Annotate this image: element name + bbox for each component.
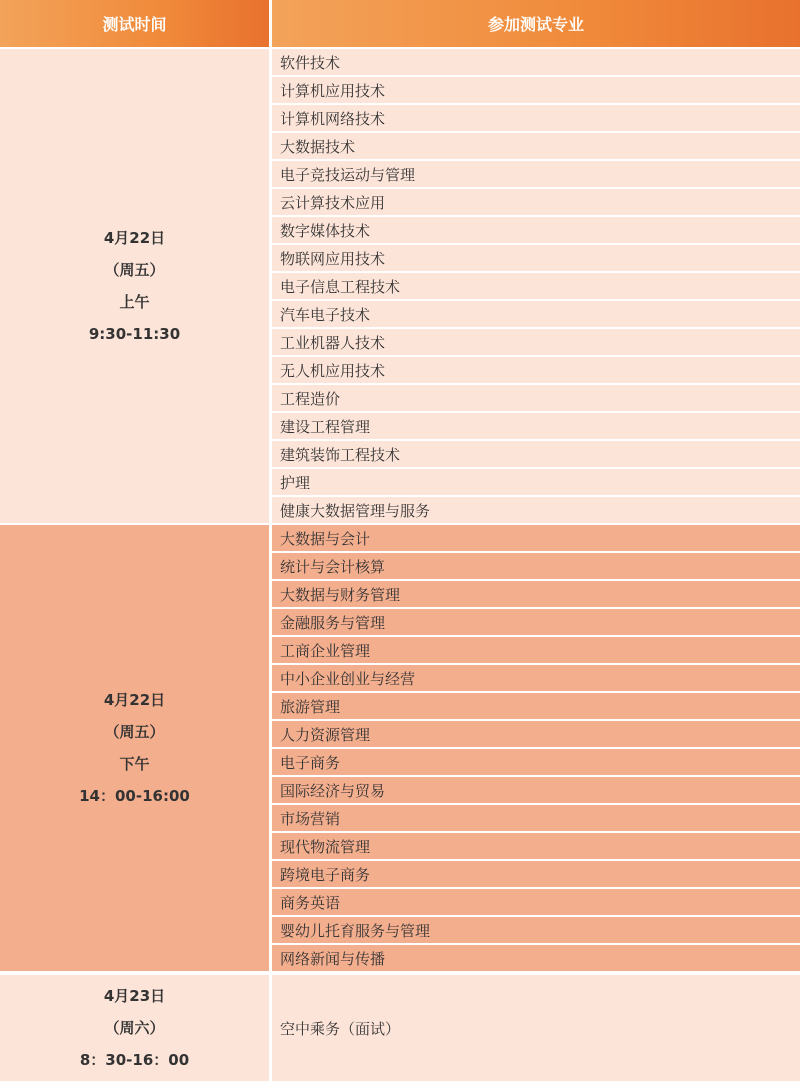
header-time: 测试时间 [0,0,269,47]
major-item: 建设工程管理 [272,413,800,439]
time: 8：30-16：00 [79,1051,190,1069]
time: 14：00-16:00 [79,787,190,805]
major-item: 云计算技术应用 [272,189,800,215]
major-item: 空中乘务（面试） [272,975,800,1081]
table-header [0,0,800,47]
weekday: （周五） [104,261,165,279]
majors-list [272,49,800,525]
time-cell [0,49,269,523]
major-item: 计算机网络技术 [272,105,800,131]
major-item: 建筑装饰工程技术 [272,441,800,467]
major-item: 旅游管理 [272,693,800,719]
time-cell [0,975,269,1081]
major-item: 跨境电子商务 [272,861,800,887]
period: 上午 [119,293,150,311]
weekday: （周六） [104,1019,165,1037]
major-item: 市场营销 [272,805,800,831]
major-item: 统计与会计核算 [272,553,800,579]
major-item: 网络新闻与传播 [272,945,800,971]
major-item: 软件技术 [272,49,800,75]
major-item: 大数据与会计 [272,525,800,551]
major-item: 健康大数据管理与服务 [272,497,800,523]
major-item: 无人机应用技术 [272,357,800,383]
time-cell [0,525,269,971]
major-item: 电子信息工程技术 [272,273,800,299]
major-item: 现代物流管理 [272,833,800,859]
weekday: （周五） [104,723,165,741]
time: 9:30-11:30 [88,325,181,343]
major-item: 国际经济与贸易 [272,777,800,803]
major-item: 护理 [272,469,800,495]
major-item: 人力资源管理 [272,721,800,747]
period: 下午 [119,755,150,773]
header-majors: 参加测试专业 [272,0,800,47]
group-1 [0,525,800,973]
majors-list [272,525,800,973]
major-item: 数字媒体技术 [272,217,800,243]
major-item: 商务英语 [272,889,800,915]
major-item: 工程造价 [272,385,800,411]
major-item: 工业机器人技术 [272,329,800,355]
major-item: 大数据技术 [272,133,800,159]
major-item: 大数据与财务管理 [272,581,800,607]
major-item: 工商企业管理 [272,637,800,663]
major-item: 物联网应用技术 [272,245,800,271]
major-item: 计算机应用技术 [272,77,800,103]
major-item: 婴幼儿托育服务与管理 [272,917,800,943]
major-item: 汽车电子技术 [272,301,800,327]
major-item: 金融服务与管理 [272,609,800,635]
group-0 [0,49,800,525]
major-item: 中小企业创业与经营 [272,665,800,691]
group-2 [0,975,800,1081]
date: 4月23日 [103,987,166,1005]
date: 4月22日 [103,691,166,709]
major-item: 电子竞技运动与管理 [272,161,800,187]
date: 4月22日 [103,229,166,247]
major-item: 电子商务 [272,749,800,775]
